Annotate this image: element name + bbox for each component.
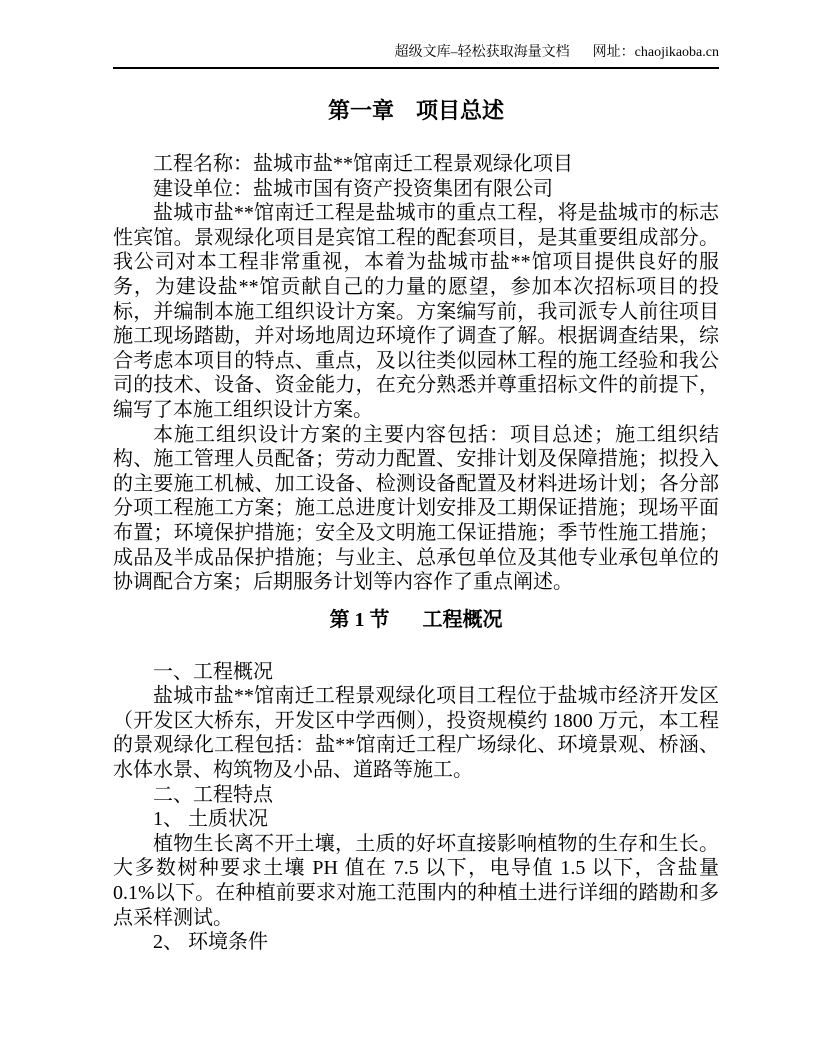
paragraph-overview-body: 盐城市盐**馆南迁工程景观绿化项目工程位于盐城市经济开发区（开发区大桥东，开发区中学西侧），投资规模约 1800 万元，本工程的景观绿化工程包括：盐**馆南迁工程广场绿化、环境景观、桥涵、水体水景、构筑物及小品、道路等施工。 <box>113 685 719 782</box>
paragraph-soil-body: 植物生长离不开土壤，土质的好坏直接影响植物的生存和生长。大多数树种要求土壤 PH 值在 7.5 以下，电导值 1.5 以下，含盐量 0.1%以下。在种植前要求对施工范围内的种植土进行详细的踏勘和多点采样测试。 <box>113 832 719 929</box>
header-site-name: 超级文库–轻松获取海量文档 <box>394 45 570 60</box>
chapter-number: 第一章 <box>327 98 394 123</box>
paragraph-soil-heading: 1、 土质状况 <box>153 808 268 831</box>
paragraph-features-heading: 二、工程特点 <box>153 783 273 806</box>
paragraph-environment-heading: 2、 环境条件 <box>153 931 268 954</box>
header-site-url: 网址：chaojikaoba.cn <box>592 45 719 60</box>
paragraph-plan-contents: 本施工组织设计方案的主要内容包括：项目总述；施工组织结构、施工管理人员配备；劳动力配置、安排计划及保障措施；拟投入的主要施工机械、加工设备、检测设备配置及材料进场计划；各分部分项工程施工方案；施工总进度计划安排及工期保证措施；现场平面布置；环境保护措施；安全及文明施工保证措施；季节性施工措施；成品及半成品保护措施；与业主、总承包单位及其他专业承包单位的协调配合方案；后期服务计划等内容作了重点阐述。 <box>113 423 719 594</box>
document-body <box>113 152 719 955</box>
page-header <box>113 44 719 69</box>
section-name: 工程概况 <box>422 608 503 631</box>
section-title <box>113 607 719 633</box>
paragraph-owner-name: 建设单位：盐城市国有资产投资集团有限公司 <box>153 177 553 200</box>
chapter-title <box>113 97 719 125</box>
chapter-name: 项目总述 <box>416 98 505 123</box>
paragraph-project-name: 工程名称：盐城市盐**馆南迁工程景观绿化项目 <box>153 153 573 175</box>
paragraph-overview-heading: 一、工程概况 <box>153 660 273 683</box>
section-number: 第 1 节 <box>329 608 390 631</box>
paragraph-project-intro: 盐城市盐**馆南迁工程是盐城市的重点工程，将是盐城市的标志性宾馆。景观绿化项目是宾馆工程的配套项目，是其重要组成部分。我公司对本工程非常重视，本着为盐城市盐**馆项目提供良好的服务，为建设盐**馆贡献自己的力量的愿望，参加本次招标项目的投标，并编制本施工组织设计方案。方案编写前，我司派专人前往项目施工现场踏勘，并对场地周边环境作了调查了解。根据调查结果，综合考虑本项目的特点、重点，及以往类似园林工程的施工经验和我公司的技术、设备、资金能力，在充分熟悉并尊重招标文件的前提下，编写了本施工组织设计方案。 <box>113 202 719 421</box>
